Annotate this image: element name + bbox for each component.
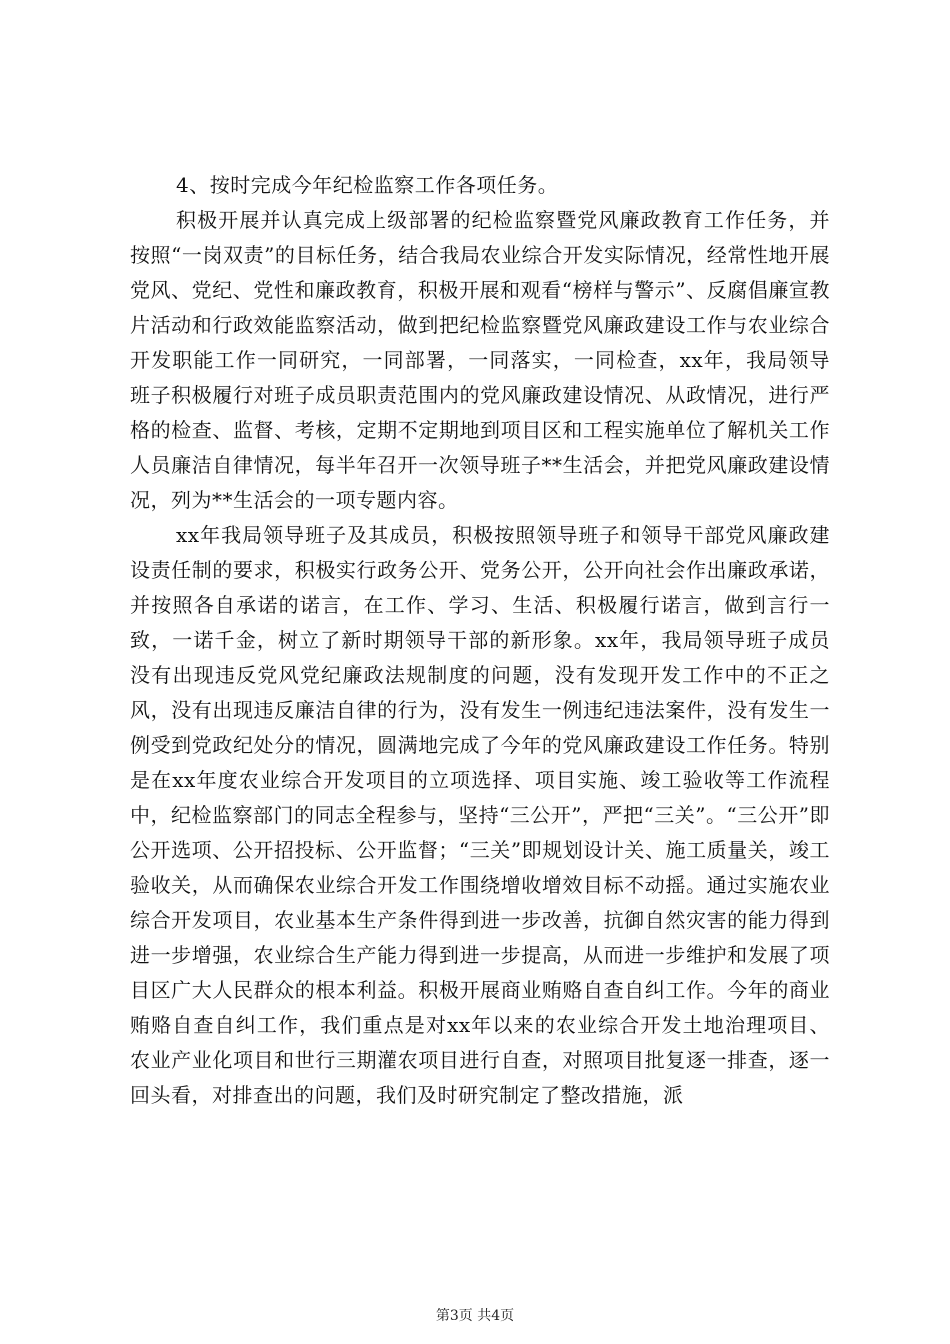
paragraph-task-heading: 4、按时完成今年纪检监察工作各项任务。 (176, 173, 559, 197)
paragraph-discipline-education: 积极开展并认真完成上级部署的纪检监察暨党风廉政教育工作任务，并按照“一岗双责”的目标任务，结合我局农业综合开发实际情况，经常性地开展党风、党纪、党性和廉政教育，积极开展和观看“榜样与警示”、反腐倡廉宣教片活动和行政效能监察活动，做到把纪检监察暨党风廉政建设工作与农业综合开发职能工作一同研究，一同部署，一同落实，一同检查，xx年，我局领导班子积极履行对班子成员职责范围内的党风廉政建设情况、从政情况，进行严格的检查、监督、考核，定期不定期地到项目区和工程实施单位了解机关工作人员廉洁自律情况，每半年召开一次领导班子**生活会，并把党风廉政建设情况，列为**生活会的一项专题内容。 (130, 208, 830, 512)
paragraph-leadership-integrity: xx年我局领导班子及其成员，积极按照领导班子和领导干部党风廉政建设责任制的要求，积极实行政务公开、党务公开，公开向社会作出廉政承诺，并按照各自承诺的诺言，在工作、学习、生活、积极履行诺言，做到言行一致，一诺千金，树立了新时期领导干部的新形象。xx年，我局领导班子成员没有出现违反党风党纪廉政法规制度的问题，没有发现开发工作中的不正之风，没有出现违反廉洁自律的行为，没有发生一例违纪违法案件，没有发生一例受到党政纪处分的情况，圆满地完成了今年的党风廉政建设工作任务。特别是在xx年度农业综合开发项目的立项选择、项目实施、竣工验收等工作流程中，纪检监察部门的同志全程参与，坚持“三公开”，严把“三关”。“三公开”即公开选项、公开招投标、公开监督；“三关”即规划设计关、施工质量关，竣工验收关，从而确保农业综合开发工作围绕增收增效目标不动摇。通过实施农业综合开发项目，农业基本生产条件得到进一步改善，抗御自然灾害的能力得到进一步增强，农业综合生产能力得到进一步提高，从而进一步维护和发展了项目区广大人民群众的根本利益。积极开展商业贿赂自查自纠工作。今年的商业贿赂自查自纠工作，我们重点是对xx年以来的农业综合开发土地治理项目、农业产业化项目和世行三期灌农项目进行自查，对照项目批复逐一排查，逐一回头看，对排查出的问题，我们及时研究制定了整改措施，派 (130, 523, 830, 1107)
document-body (130, 168, 830, 1113)
page-footer: 第3页 共4页 (435, 1308, 515, 1324)
